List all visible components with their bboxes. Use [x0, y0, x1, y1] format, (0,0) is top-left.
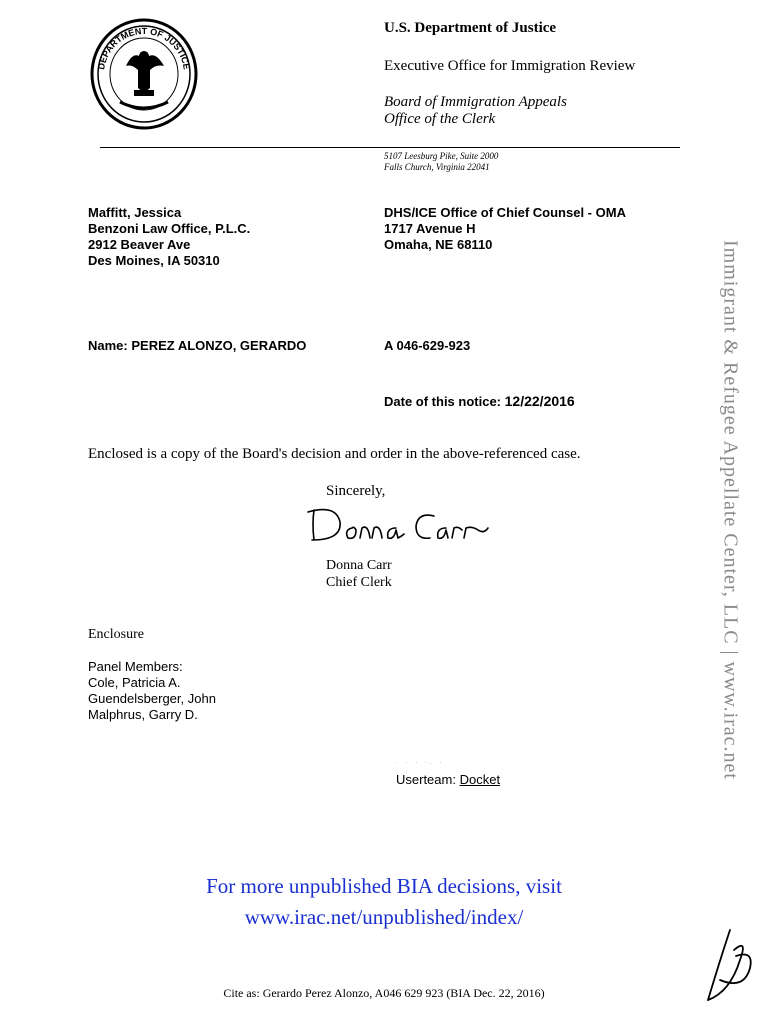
board-line: Board of Immigration Appeals	[384, 94, 567, 110]
panel-member: Malphrus, Garry D.	[88, 707, 198, 722]
signer-title: Chief Clerk	[326, 575, 392, 590]
notice-date-label: Date of this notice:	[384, 394, 502, 409]
agency-name: U.S. Department of Justice	[384, 20, 557, 36]
counsel-street: 1717 Avenue H	[384, 221, 476, 236]
closing: Sincerely,	[326, 483, 386, 499]
signature-image	[306, 500, 496, 548]
board-address	[384, 151, 498, 173]
userteam-label: Userteam:	[396, 772, 456, 787]
scan-specks: · · · ·. ·	[396, 760, 445, 766]
side-watermark: Immigrant & Refugee Appellate Center, LLC | www.irac.net	[719, 240, 742, 780]
promo-link[interactable]: www.irac.net/unpublished/index/	[244, 905, 524, 929]
address-line: Falls Church, Virginia 22041	[384, 162, 490, 172]
doj-seal-icon	[90, 18, 198, 130]
panel-heading: Panel Members:	[88, 659, 183, 674]
seal-text: DEPARTMENT OF JUSTICE	[96, 25, 192, 71]
promo-line: For more unpublished BIA decisions, visit	[206, 874, 562, 898]
recipient-city: Des Moines, IA 50310	[88, 253, 220, 268]
counsel-address	[384, 205, 626, 253]
enclosure-label: Enclosure	[88, 627, 144, 642]
counsel-city: Omaha, NE 68110	[384, 237, 493, 252]
enclosed-statement: Enclosed is a copy of the Board's decision and order in the above-referenced case.	[88, 446, 581, 462]
counsel-name: DHS/ICE Office of Chief Counsel - OMA	[384, 205, 626, 220]
notice-date	[384, 393, 575, 410]
citation: Cite as: Gerardo Perez Alonzo, A046 629 923 (BIA Dec. 22, 2016)	[223, 986, 545, 1000]
recipient-address	[88, 205, 250, 269]
board-name	[384, 94, 567, 128]
clerk-line: Office of the Clerk	[384, 111, 496, 127]
recipient-name: Maffitt, Jessica	[88, 205, 182, 220]
panel-member: Cole, Patricia A.	[88, 675, 181, 690]
recipient-street: 2912 Beaver Ave	[88, 237, 191, 252]
userteam	[396, 772, 500, 787]
respondent-name: Name: PEREZ ALONZO, GERARDO	[88, 338, 307, 353]
alien-number: A 046-629-923	[384, 338, 471, 353]
panel-member: Guendelsberger, John	[88, 691, 216, 706]
recipient-firm: Benzoni Law Office, P.L.C.	[88, 221, 251, 236]
userteam-value: Docket	[459, 772, 501, 787]
signer-block	[326, 557, 392, 591]
address-line: 5107 Leesburg Pike, Suite 2000	[384, 151, 499, 161]
panel-members	[88, 659, 216, 723]
header-divider	[100, 147, 680, 148]
office-name: Executive Office for Immigration Review	[384, 58, 636, 74]
signer-name: Donna Carr	[326, 558, 392, 573]
notice-date-value: 12/22/2016	[504, 393, 575, 409]
